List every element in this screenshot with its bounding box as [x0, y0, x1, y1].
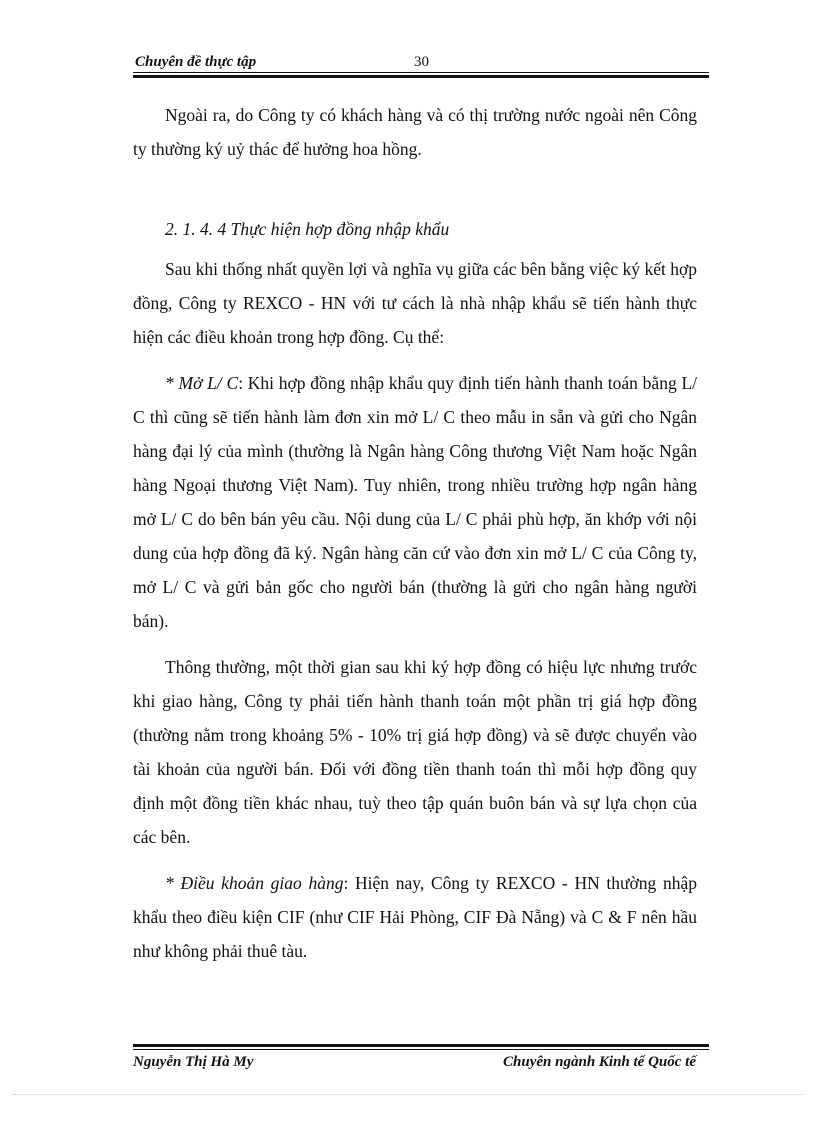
intro-paragraph: Ngoài ra, do Công ty có khách hàng và có thị trường nước ngoài nên Công ty thường ký uỷ thác để hưởng hoa hồng. — [133, 105, 697, 159]
header-rule-thin — [133, 72, 709, 73]
main-body — [133, 252, 697, 980]
term-dieu-khoan-giao-hang: * Điều khoản giao hàng — [165, 873, 344, 893]
page-number: 30 — [414, 54, 429, 70]
footer-author: Nguyễn Thị Hà My — [133, 1054, 254, 1070]
term-mo-lc: * Mở L/ C — [165, 373, 239, 393]
paragraph-1: Sau khi thống nhất quyền lợi và nghĩa vụ giữa các bên bằng việc ký kết hợp đồng, Công ty REXCO - HN với tư cách là nhà nhập khẩu sẽ tiến hành thực hiện các điều khoản trong hợp đồng. Cụ thể: — [133, 259, 697, 347]
header-title: Chuyên đề thực tập — [135, 54, 257, 70]
section-heading: 2. 1. 4. 4 Thực hiện hợp đồng nhập khẩu — [165, 219, 450, 239]
paragraph-3: Thông thường, một thời gian sau khi ký hợp đồng có hiệu lực nhưng trước khi giao hàng, Công ty phải tiến hành thanh toán một phần trị giá hợp đồng (thường nằm trong khoảng 5% - 10% trị giá hợp đồng) và sẽ được chuyển vào tài khoản của người bán. Đối với đồng tiền thanh toán thì mỗi hợp đồng quy định một đồng tiền khác nhau, tuỳ theo tập quán buôn bán và sự lựa chọn của các bên. — [133, 657, 697, 847]
page-bottom-border — [12, 1094, 804, 1095]
paragraph-2 — [133, 366, 697, 638]
intro-block — [133, 98, 697, 178]
footer-rule-thin — [133, 1049, 709, 1050]
header-rule-thick — [133, 75, 709, 78]
footer-major: Chuyên ngành Kinh tế Quốc tế — [503, 1054, 696, 1070]
paragraph-4-body: : Hiện nay, Công ty REXCO - HN thường nhập khẩu theo điều kiện CIF (như CIF Hải Phòng, CIF Đà Nẵng) và C & F nên hầu như không phải thuê tàu. — [133, 873, 697, 961]
footer-rule-thick — [133, 1044, 709, 1047]
paragraph-4 — [133, 866, 697, 968]
paragraph-2-body: : Khi hợp đồng nhập khẩu quy định tiến hành thanh toán bằng L/ C thì cũng sẽ tiến hành làm đơn xin mở L/ C theo mẫu in sẵn và gửi cho Ngân hàng đại lý của mình (thường là Ngân hàng Công thương Việt Nam hoặc Ngân hàng Ngoại thương Việt Nam). Tuy nhiên, trong nhiều trường hợp ngân hàng mở L/ C do bên bán yêu cầu. Nội dung của L/ C phải phù hợp, ăn khớp với nội dung của hợp đồng đã ký. Ngân hàng căn cứ vào đơn xin mở L/ C của Công ty, mở L/ C và gửi bản gốc cho người bán (thường là gửi cho ngân hàng người bán). — [133, 373, 697, 631]
